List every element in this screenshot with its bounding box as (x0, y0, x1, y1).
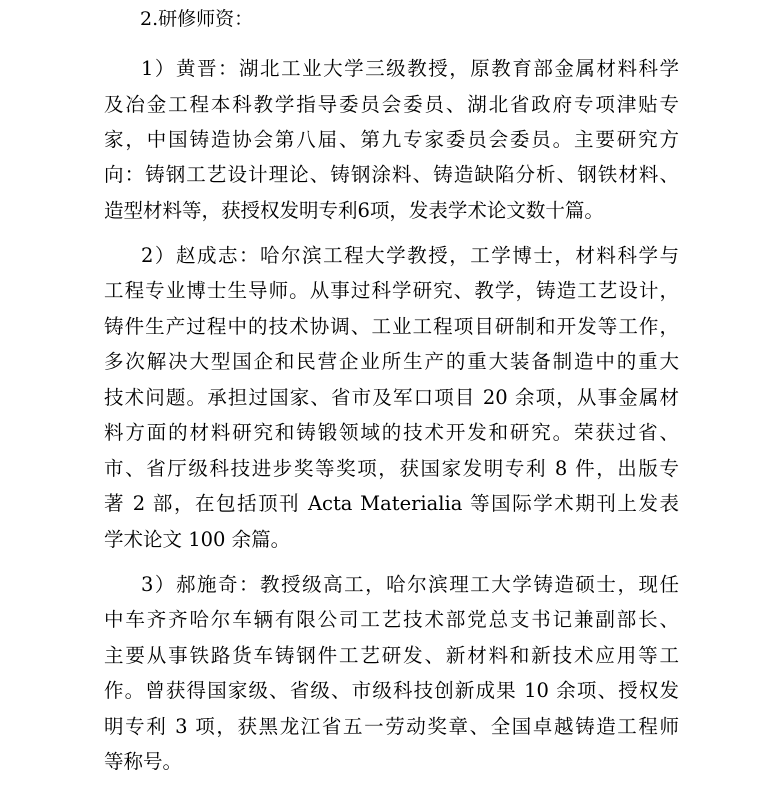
paragraph-1-line-4: 向：铸钢工艺设计理论、铸钢涂料、铸造缺陷分析、钢铁材料、 (104, 163, 679, 186)
paragraph-3-line-3: 主要从事铁路货车铸钢件工艺研发、新材料和新技术应用等工 (104, 644, 679, 667)
paragraph-1-line-5: 造型材料等，获授权发明专利6项，发表学术论文数十篇。 (104, 199, 604, 222)
paragraph-2-line-9: 学术论文 100 余篇。 (104, 528, 291, 551)
paragraph-1-line-1: 1）黄晋：湖北工业大学三级教授，原教育部金属材料科学 (141, 57, 679, 80)
paragraph-2-line-2: 工程专业博士生导师。从事过科学研究、教学，铸造工艺设计， (104, 279, 679, 302)
paragraph-2-line-1: 2）赵成志：哈尔滨工程大学教授，工学博士，材料科学与 (141, 244, 679, 267)
paragraph-3-line-4: 作。曾获得国家级、省级、市级科技创新成果 10 余项、授权发 (104, 679, 679, 702)
section-heading: 2.研修师资： (140, 8, 254, 30)
paragraph-1-line-3: 家，中国铸造协会第八届、第九专家委员会委员。主要研究方 (104, 128, 679, 151)
paragraph-3-line-5: 明专利 3 项，获黑龙江省五一劳动奖章、全国卓越铸造工程师 (104, 715, 679, 738)
paragraph-3-line-1: 3）郝施奇：教授级高工，哈尔滨理工大学铸造硕士，现任 (141, 573, 679, 596)
paragraph-1-line-2: 及冶金工程本科教学指导委员会委员、湖北省政府专项津贴专 (104, 93, 679, 116)
paragraph-2-line-4: 多次解决大型国企和民营企业所生产的重大装备制造中的重大 (104, 350, 679, 373)
paragraph-2-line-8: 著 2 部，在包括顶刊 Acta Materialia 等国际学术期刊上发表 (104, 492, 679, 515)
paragraph-2-line-6: 料方面的材料研究和铸锻领域的技术开发和研究。荣获过省、 (104, 421, 679, 444)
paragraph-3-line-2: 中车齐齐哈尔车辆有限公司工艺技术部党总支书记兼副部长、 (104, 608, 679, 631)
paragraph-2-line-5: 技术问题。承担过国家、省市及军口项目 20 余项，从事金属材 (104, 386, 679, 409)
paragraph-2-line-7: 市、省厅级科技进步奖等奖项，获国家发明专利 8 件，出版专 (104, 457, 679, 480)
paragraph-3-line-6: 等称号。 (104, 750, 183, 773)
paragraph-2-line-3: 铸件生产过程中的技术协调、工业工程项目研制和开发等工作， (104, 315, 679, 338)
